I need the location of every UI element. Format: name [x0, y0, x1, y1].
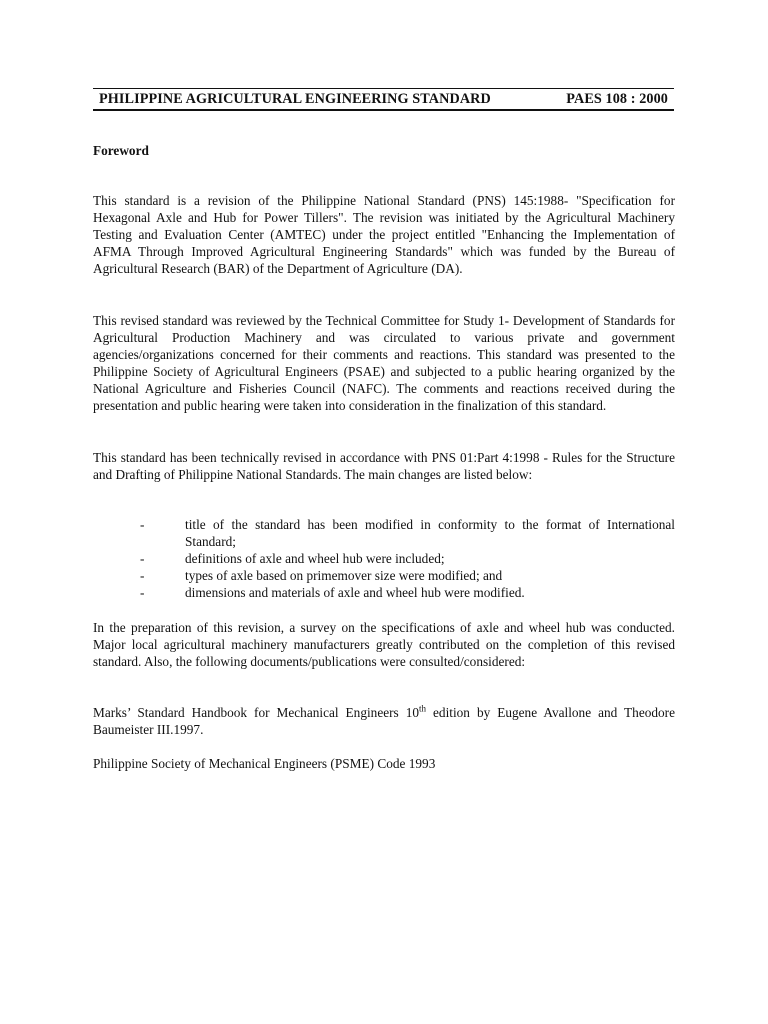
list-bullet: - [140, 551, 145, 566]
list-item [93, 584, 675, 601]
reference-text-start: Marks’ Standard Handbook for Mechanical Engineers 10 [93, 705, 420, 720]
standard-code: PAES 108 : 2000 [566, 90, 668, 107]
list-item-text: definitions of axle and wheel hub were included; [185, 551, 445, 566]
list-item [93, 567, 675, 584]
paragraph-technical-revision: This standard has been technically revised in accordance with PNS 01:Part 4:1998 - Rules for the Structure and Drafting of Philippine National Standards. The main changes are listed below: [93, 450, 675, 482]
list-bullet: - [140, 517, 145, 532]
foreword-heading: Foreword [93, 143, 149, 158]
list-bullet: - [140, 585, 145, 600]
list-item-text: title of the standard has been modified in conformity to the format of International Standard; [185, 517, 675, 549]
edition-superscript: th [419, 703, 427, 714]
list-bullet: - [140, 568, 145, 583]
reference-psme-code: Philippine Society of Mechanical Engineers (PSME) Code 1993 [93, 756, 436, 771]
list-item-text: types of axle based on primemover size were modified; and [185, 568, 503, 583]
paragraph-review-process: This revised standard was reviewed by the Technical Committee for Study 1- Development of Standards for Agricultural Production Machinery and was circulated to various private and government agencies/organizations concerned for their comments and reactions. This standard was presented to the Philippine Society of Agricultural Engineers (PSAE) and subjected to a public hearing organized by the National Agriculture and Fisheries Council (NAFC). The comments and reactions received during the presentation and public hearing were taken into consideration in the finalization of this standard. [93, 313, 675, 413]
list-item [93, 550, 675, 567]
standard-title: PHILIPPINE AGRICULTURAL ENGINEERING STANDARD [99, 90, 491, 107]
paragraph-survey: In the preparation of this revision, a survey on the specifications of axle and wheel hub was conducted. Major local agricultural machinery manufacturers greatly contributed on the completion of this revised standard. Also, the following documents/publications were consulted/considered: [93, 620, 675, 669]
paragraph-revision-background: This standard is a revision of the Philippine National Standard (PNS) 145:1988- "Specification for Hexagonal Axle and Hub for Power Tillers". The revision was initiated by the Agricultural Machinery Testing and Evaluation Center (AMTEC) under the project entitled "Enhancing the Implementation of AFMA Through Improved Agricultural Engineering Standards" which was funded by the Bureau of Agricultural Research (BAR) of the Department of Agriculture (DA). [93, 193, 675, 276]
standard-header [93, 88, 674, 111]
reference-marks-handbook [93, 704, 675, 738]
list-item-text: dimensions and materials of axle and wheel hub were modified. [185, 585, 525, 600]
changes-list [93, 516, 675, 601]
list-item [93, 516, 675, 550]
reference-text-end: edition by Eugene Avallone and Theodore Baumeister III.1997. [93, 705, 675, 737]
